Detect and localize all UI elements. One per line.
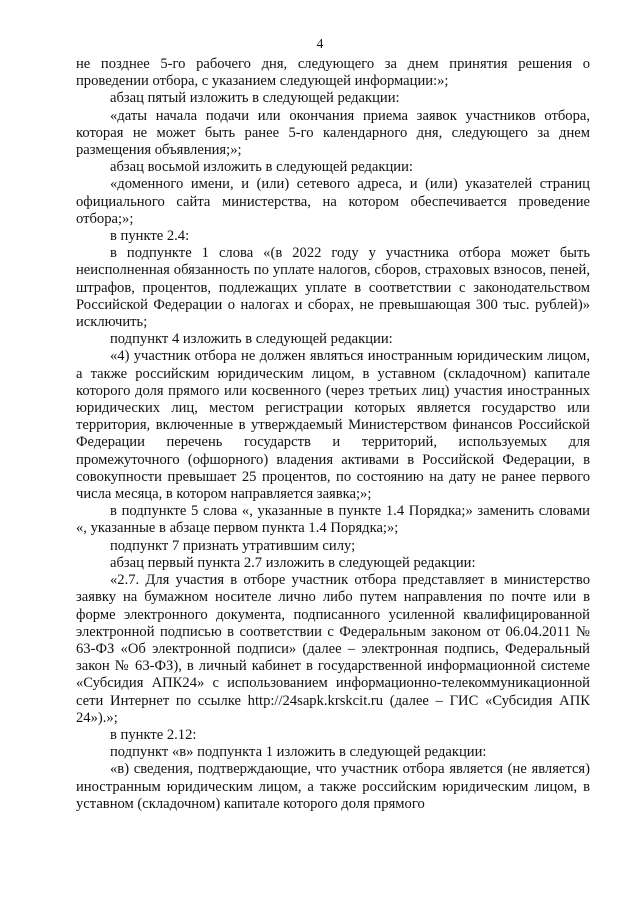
paragraph-quoted-text: «в) сведения, подтверждающие, что участник отбора является (не является) иностранным юридическим лицом, а также российским юридическим лицом, в уставном (складочном) капитале которого доля прямого [76, 761, 590, 812]
paragraph-instruction: абзац восьмой изложить в следующей редакции: [110, 159, 413, 176]
paragraph-quoted-text: «доменного имени, и (или) сетевого адреса, и (или) указателей страниц официального сайта министерства, на котором обеспечивается проведение отбора;»; [76, 176, 590, 227]
paragraph-amendment: в подпункте 5 слова «, указанные в пункте 1.4 Порядка;» заменить словами «, указанные в абзаце первом пункта 1.4 Порядка;»; [76, 503, 590, 537]
paragraph-quoted-text: «4) участник отбора не должен являться иностранным юридическим лицом, а также российским юридическим лицом, в уставном (складочном) капитале которого доля прямого или косвенного (через третьих лиц) участия иностранных юридических лиц, местом регистрации которых является государство или территория, включенные в утверждаемый Министерством финансов Российской Федерации перечень государств и территорий, используемых для промежуточного (офшорного) владения активами в Российской Федерации, в совокупности превышает 25 процентов, по состоянию на дату не ранее первого числа месяца, в котором направляется заявка;»; [76, 348, 590, 503]
paragraph-amendment: в подпункте 1 слова «(в 2022 году у участника отбора может быть неисполненная обязанность по уплате налогов, сборов, страховых взносов, пеней, штрафов, процентов, подлежащих уплате в соответствии с законодательством Российской Федерации о налогах и сборах, не превышающая 300 тыс. рублей)» исключить; [76, 245, 590, 331]
paragraph-instruction: в пункте 2.12: [110, 726, 197, 743]
paragraph-quoted-text: «даты начала подачи или окончания приема заявок участников отбора, которая не может быть ранее 5-го календарного дня, следующего за днем размещения объявления;»; [76, 107, 590, 159]
paragraph-instruction: подпункт 7 признать утратившим силу; [110, 537, 356, 554]
paragraph-instruction: абзац первый пункта 2.7 изложить в следующей редакции: [110, 554, 476, 571]
paragraph-instruction: в пункте 2.4: [110, 228, 190, 245]
document-body [76, 56, 590, 813]
page-number: 4 [316, 36, 324, 51]
paragraph-quoted-text: «2.7. Для участия в отборе участник отбора представляет в министерство заявку на бумажном носителе лично либо путем направления по почте или в форме электронного документа, подписанного усиленной квалифицированной электронной подписью в соответствии с Федеральным законом от 06.04.2011 № 63-ФЗ «Об электронной подписи» (далее – электронная подпись, Федеральный закон № 63-ФЗ), в личный кабинет в государственной информационной системе «Субсидия АПК24» с использованием информационно-телекоммуникационной сети Интернет по ссылке http://24sapk.krskcit.ru (далее – ГИС «Субсидия АПК 24»).»; [76, 572, 590, 726]
paragraph-continuation: не позднее 5-го рабочего дня, следующего за днем принятия решения о проведении отбора, с указанием следующей информации:»; [76, 56, 590, 90]
paragraph-instruction: абзац пятый изложить в следующей редакции: [110, 90, 400, 107]
paragraph-instruction: подпункт «в» подпункта 1 изложить в следующей редакции: [110, 744, 487, 761]
paragraph-instruction: подпункт 4 изложить в следующей редакции: [110, 331, 393, 348]
